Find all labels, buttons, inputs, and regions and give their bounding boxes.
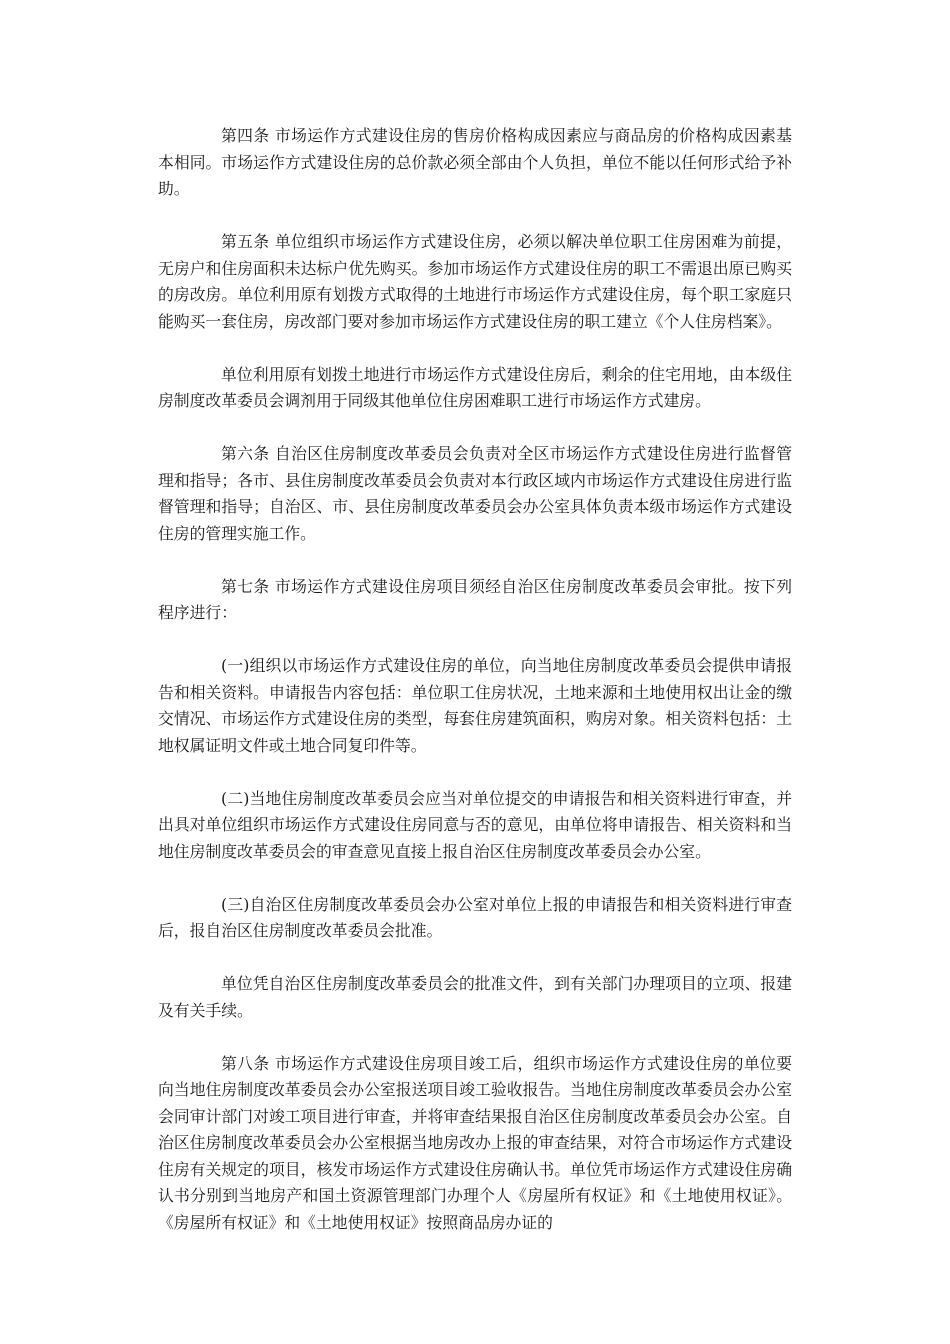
paragraph-article-7-item-3: (三)自治区住房制度改革委员会办公室对单位上报的申请报告和相关资料进行审查后，报自治区住房制度改革委员会批准。: [158, 894, 792, 940]
paragraph-article-7-item-1: (一)组织以市场运作方式建设住房的单位，向当地住房制度改革委员会提供申请报告和相关资料。申请报告内容包括：单位职工住房状况，土地来源和土地使用权出让金的缴交情况、市场运作方式建设住房的类型，每套住房建筑面积，购房对象。相关资料包括：土地权属证明文件或土地合同复印件等。: [158, 656, 792, 755]
paragraph-article-5-supplement: 单位利用原有划拨土地进行市场运作方式建设住房后，剩余的住宅用地，由本级住房制度改革委员会调剂用于同级其他单位住房困难职工进行市场运作方式建房。: [158, 364, 792, 410]
paragraph-article-7: 第七条 市场运作方式建设住房项目须经自治区住房制度改革委员会审批。按下列程序进行：: [158, 576, 792, 622]
paragraph-article-6: 第六条 自治区住房制度改革委员会负责对全区市场运作方式建设住房进行监督管理和指导；各市、县住房制度改革委员会负责对本行政区域内市场运作方式建设住房进行监督管理和指导；自治区、市、县住房制度改革委员会办公室具体负责本级市场运作方式建设住房的管理实施工作。: [158, 444, 792, 543]
paragraph-article-7-supplement: 单位凭自治区住房制度改革委员会的批准文件，到有关部门办理项目的立项、报建及有关手续。: [158, 974, 792, 1020]
paragraph-article-7-item-2: (二)当地住房制度改革委员会应当对单位提交的申请报告和相关资料进行审查，并出具对单位组织市场运作方式建设住房同意与否的意见，由单位将申请报告、相关资料和当地住房制度改革委员会的审查意见直接上报自治区住房制度改革委员会办公室。: [158, 788, 792, 861]
paragraph-article-5: 第五条 单位组织市场运作方式建设住房，必须以解决单位职工住房困难为前提，无房户和住房面积未达标户优先购买。参加市场运作方式建设住房的职工不需退出原已购买的房改房。单位利用原有划拨方式取得的土地进行市场运作方式建设住房，每个职工家庭只能购买一套住房，房改部门要对参加市场运作方式建设住房的职工建立《个人住房档案》。: [158, 232, 792, 331]
paragraph-article-8: 第八条 市场运作方式建设住房项目竣工后，组织市场运作方式建设住房的单位要向当地住房制度改革委员会办公室报送项目竣工验收报告。当地住房制度改革委员会办公室会同审计部门对竣工项目进行审查，并将审查结果报自治区住房制度改革委员会办公室。自治区住房制度改革委员会办公室根据当地房改办上报的审查结果，对符合市场运作方式建设住房有关规定的项目，核发市场运作方式建设住房确认书。单位凭市场运作方式建设住房确认书分别到当地房产和国土资源管理部门办理个人《房屋所有权证》和《土地使用权证》。《房屋所有权证》和《土地使用权证》按照商品房办证的: [158, 1053, 792, 1232]
document-body: [158, 123, 792, 1236]
paragraph-article-4: 第四条 市场运作方式建设住房的售房价格构成因素应与商品房的价格构成因素基本相同。市场运作方式建设住房的总价款必须全部由个人负担，单位不能以任何形式给予补助。: [158, 126, 792, 198]
